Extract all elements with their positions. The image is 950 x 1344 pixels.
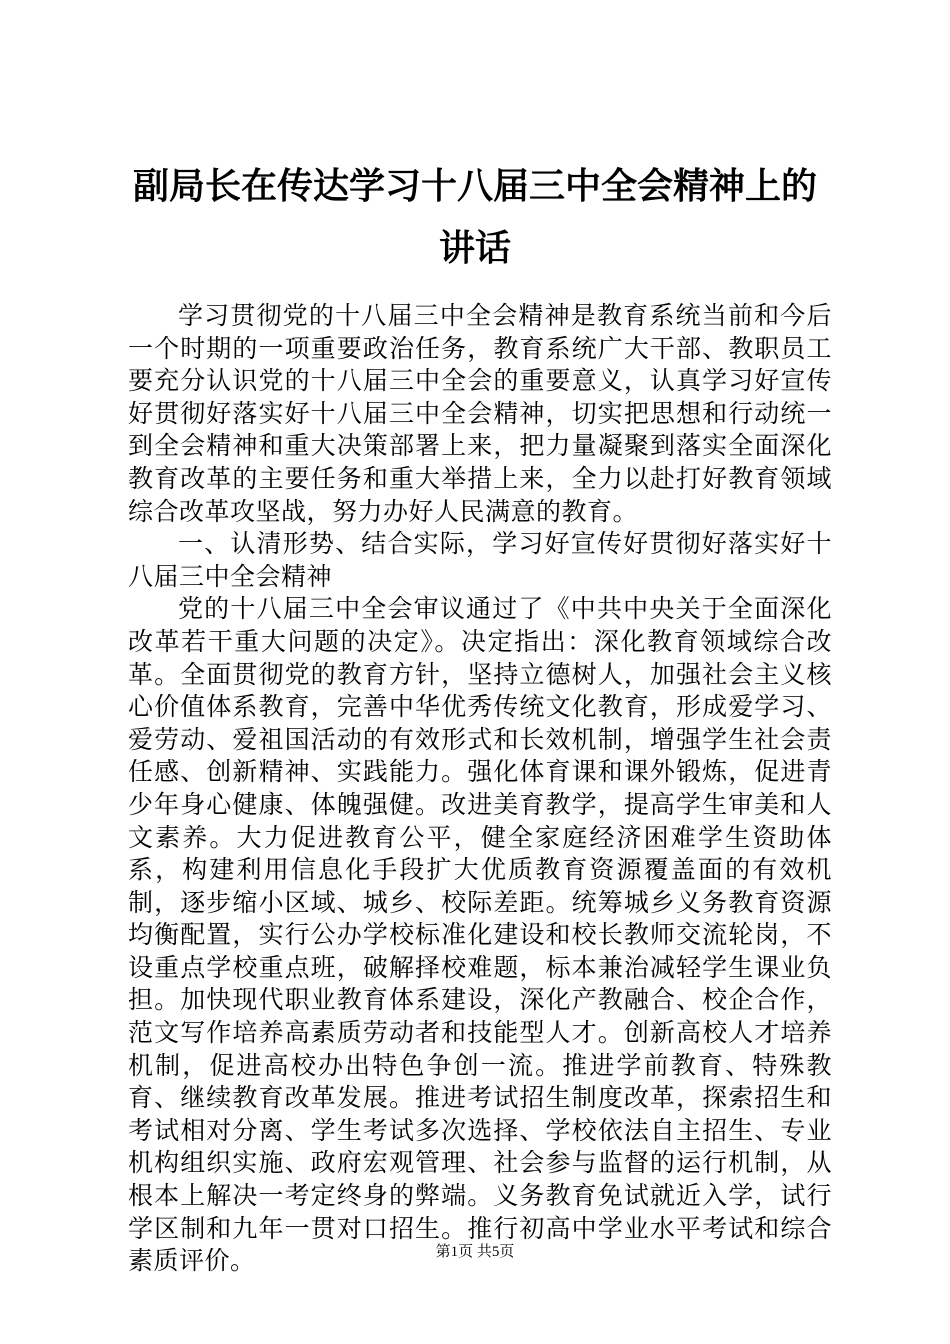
- paragraph-intro: 学习贯彻党的十八届三中全会精神是教育系统当前和今后一个时期的一项重要政治任务，教育系统广大干部、教职员工要充分认识党的十八届三中全会的重要意义，认真学习好宣传好贯彻好落实好十八届三中全会精神，切实把思想和行动统一到全会精神和重大决策部署上来，把力量凝聚到落实全面深化教育改革的主要任务和重大举措上来，全力以赴打好教育领域综合改革攻坚战，努力办好人民满意的教育。: [128, 301, 832, 526]
- section-heading-1: 一、认清形势、结合实际，学习好宣传好贯彻好落实好十八届三中全会精神: [128, 529, 832, 591]
- document-body: [128, 300, 832, 1278]
- page-number-footer: 第1页 共5页: [435, 1244, 515, 1260]
- paragraph-decision: 党的十八届三中全会审议通过了《中共中央关于全面深化改革若干重大问题的决定》。决定指出：深化教育领域综合改革。全面贯彻党的教育方针，坚持立德树人，加强社会主义核心价值体系教育，完善中华优秀传统文化教育，形成爱学习、爱劳动、爱祖国活动的有效形式和长效机制，增强学生社会责任感、创新精神、实践能力。强化体育课和课外锻炼，促进青少年身心健康、体魄强健。改进美育教学，提高学生审美和人文素养。大力促进教育公平，健全家庭经济困难学生资助体系，构建利用信息化手段扩大优质教育资源覆盖面的有效机制，逐步缩小区域、城乡、校际差距。统筹城乡义务教育资源均衡配置，实行公办学校标准化建设和校长教师交流轮岗，不设重点学校重点班，破解择校难题，标本兼治减轻学生课业负担。加快现代职业教育体系建设，深化产教融合、校企合作，范文写作培养高素质劳动者和技能型人才。创新高校人才培养机制，促进高校办出特色争创一流。推进学前教育、特殊教育、继续教育改革发展。推进考试招生制度改革，探索招生和考试相对分离、学生考试多次选择、学校依法自主招生、专业机构组织实施、政府宏观管理、社会参与监督的运行机制，从根本上解决一考定终身的弊端。义务教育免试就近入学，试行学区制和九年一贯对口招生。推行初高中学业水平考试和综合素质评价。: [128, 594, 832, 1276]
- document-title: 副局长在传达学习十八届三中全会精神上的讲话: [132, 166, 817, 269]
